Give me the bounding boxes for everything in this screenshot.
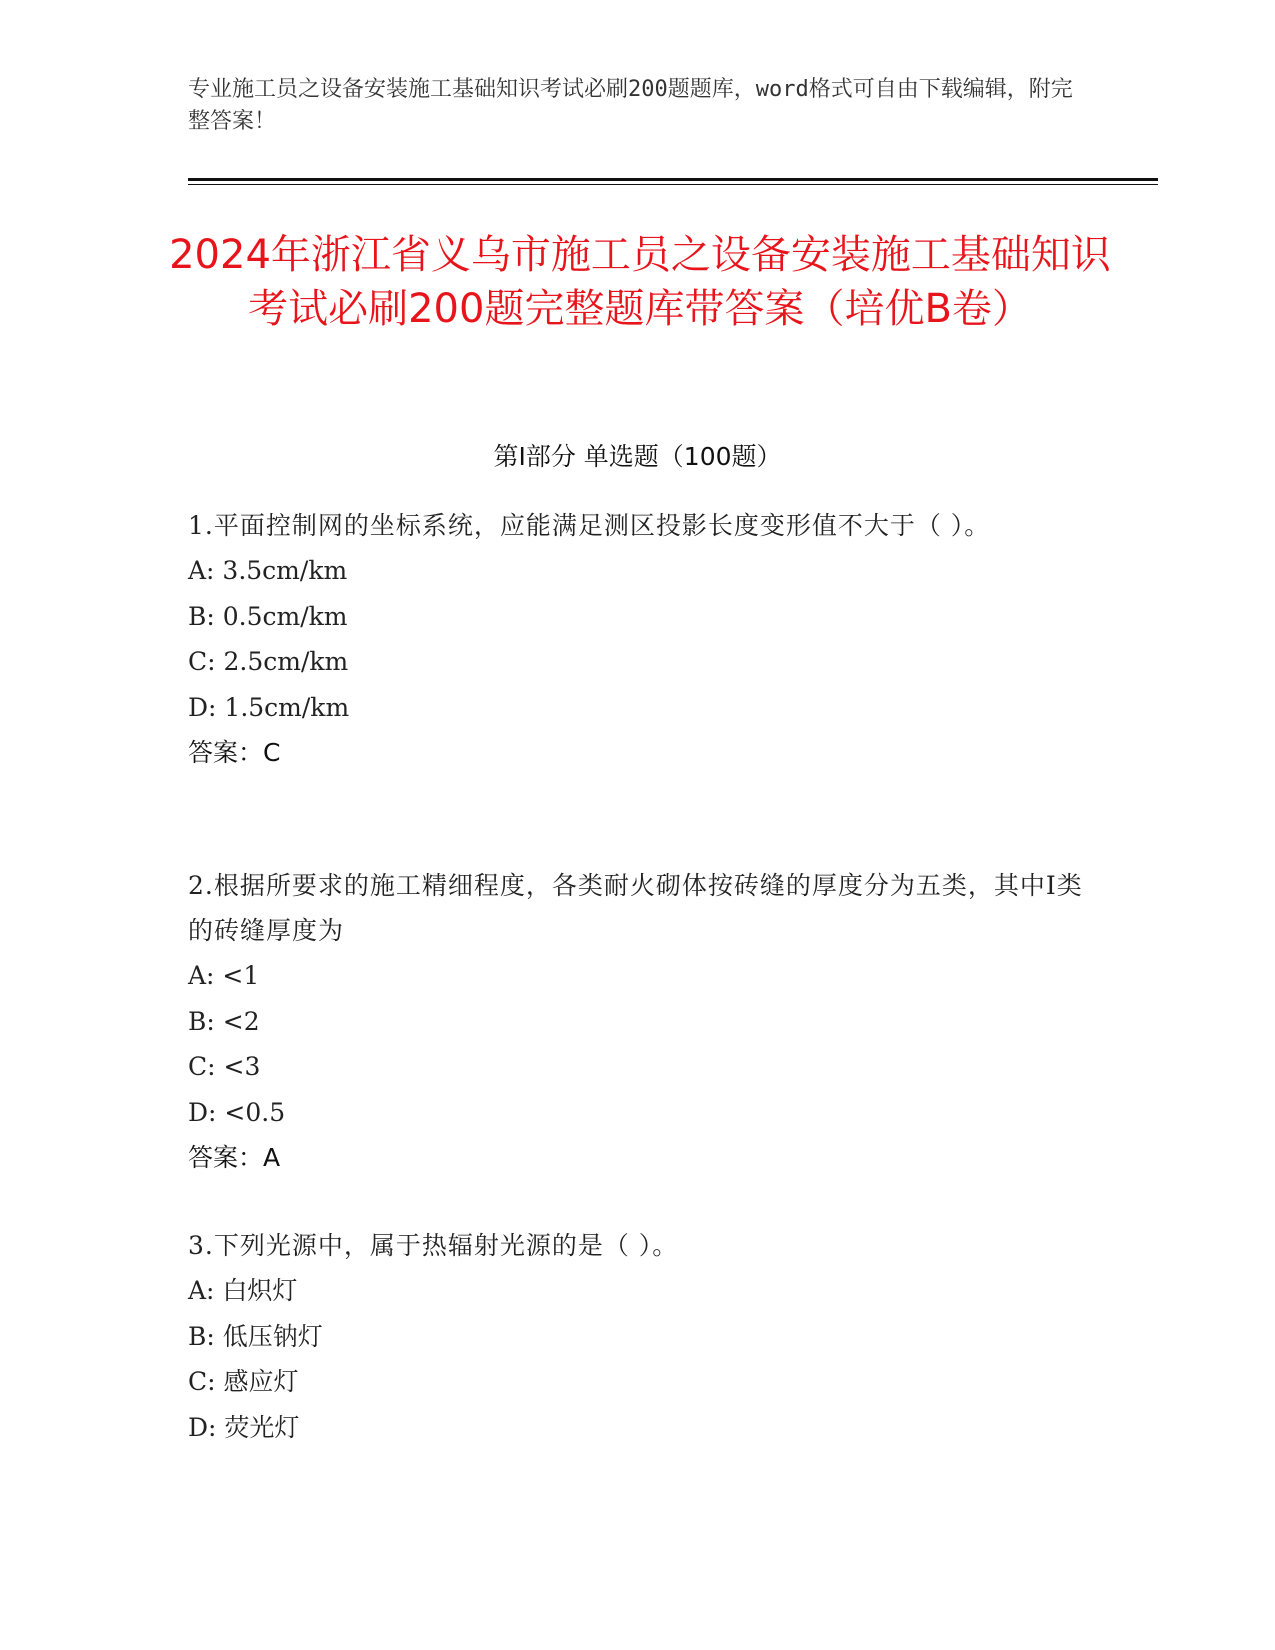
option-c: C: 2.5cm/km bbox=[188, 647, 349, 676]
answer-line: 答案：A bbox=[188, 1143, 281, 1172]
question-3 bbox=[188, 1223, 1088, 1450]
question-2 bbox=[188, 863, 1088, 1180]
option-d: D: 荧光灯 bbox=[188, 1412, 300, 1442]
header-divider-thick bbox=[188, 178, 1158, 181]
option-a: A: <1 bbox=[188, 961, 260, 990]
document-title: 2024年浙江省义乌市施工员之设备安装施工基础知识考试必刷200题完整题库带答案（培优B卷） bbox=[169, 232, 1111, 332]
question-stem: 2.根据所要求的施工精细程度，各类耐火砌体按砖缝的厚度分为五类，其中Ⅰ类的砖缝厚度为 bbox=[188, 871, 1083, 945]
question-stem: 3.下列光源中，属于热辐射光源的是（ ）。 bbox=[188, 1231, 679, 1260]
option-b: B: <2 bbox=[188, 1006, 260, 1036]
answer-line: 答案：C bbox=[188, 738, 281, 767]
section-heading: 第I部分 单选题（100题） bbox=[493, 442, 782, 471]
document-header-note: 专业施工员之设备安装施工基础知识考试必刷200题题库，word格式可自由下载编辑，附完整答案！ bbox=[188, 77, 1073, 134]
question-1 bbox=[188, 503, 1088, 775]
option-c: C: <3 bbox=[188, 1052, 261, 1081]
option-a: A: 白炽灯 bbox=[188, 1276, 298, 1305]
option-a: A: 3.5cm/km bbox=[188, 556, 348, 585]
option-d: D: 1.5cm/km bbox=[188, 692, 350, 722]
option-b: B: 低压钠灯 bbox=[188, 1321, 323, 1351]
question-stem: 1.平面控制网的坐标系统，应能满足测区投影长度变形值不大于（ ）。 bbox=[188, 511, 991, 540]
option-b: B: 0.5cm/km bbox=[188, 601, 348, 631]
header-divider-thin bbox=[188, 184, 1158, 185]
option-c: C: 感应灯 bbox=[188, 1367, 299, 1396]
option-d: D: <0.5 bbox=[188, 1097, 286, 1127]
